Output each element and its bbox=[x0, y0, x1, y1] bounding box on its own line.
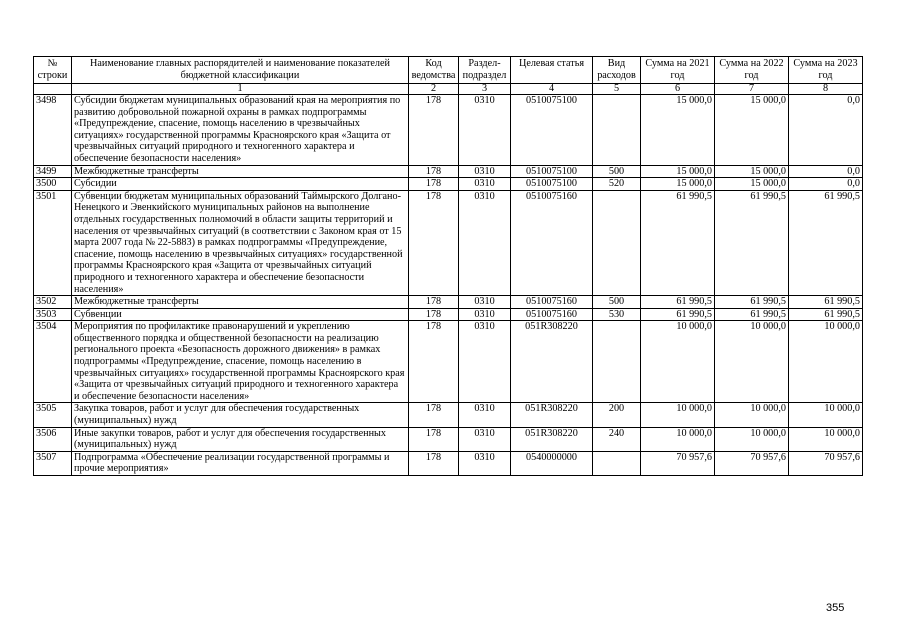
cell-name: Субсидии бюджетам муниципальных образований края на мероприятия по развитию добровольной пожарной охраны в рамках подпрограммы «Предупреждение, спасение, помощь населению в чрезвычайных ситуациях» государственной программы Красноярского края «Защита от чрезвычайных ситуаций природного и техногенного характера и обеспечение безопасности населения» bbox=[72, 95, 409, 166]
cell-sum-2021: 61 990,5 bbox=[641, 308, 715, 321]
column-number: 4 bbox=[511, 84, 593, 95]
cell-target: 0510075100 bbox=[511, 95, 593, 166]
cell-dept-code: 178 bbox=[409, 165, 459, 178]
cell-sum-2023: 70 957,6 bbox=[789, 451, 863, 475]
cell-row-number: 3502 bbox=[34, 296, 72, 309]
cell-sum-2021: 61 990,5 bbox=[641, 296, 715, 309]
cell-sum-2021: 10 000,0 bbox=[641, 321, 715, 403]
cell-row-number: 3504 bbox=[34, 321, 72, 403]
table-row bbox=[34, 190, 863, 295]
cell-row-number: 3505 bbox=[34, 403, 72, 427]
cell-name: Субсидии bbox=[72, 178, 409, 191]
cell-name: Межбюджетные трансферты bbox=[72, 296, 409, 309]
cell-row-number: 3503 bbox=[34, 308, 72, 321]
column-number-row bbox=[34, 84, 863, 95]
cell-target: 0540000000 bbox=[511, 451, 593, 475]
column-number: 2 bbox=[409, 84, 459, 95]
cell-sum-2022: 10 000,0 bbox=[715, 403, 789, 427]
cell-target: 0510075100 bbox=[511, 165, 593, 178]
cell-expense-type bbox=[593, 95, 641, 166]
cell-name: Закупка товаров, работ и услуг для обеспечения государственных (муниципальных) нужд bbox=[72, 403, 409, 427]
page-number: 355 bbox=[826, 602, 845, 614]
cell-section: 0310 bbox=[459, 321, 511, 403]
cell-sum-2023: 10 000,0 bbox=[789, 321, 863, 403]
cell-row-number: 3507 bbox=[34, 451, 72, 475]
table-row bbox=[34, 95, 863, 166]
cell-section: 0310 bbox=[459, 403, 511, 427]
cell-sum-2023: 0,0 bbox=[789, 95, 863, 166]
cell-sum-2023: 61 990,5 bbox=[789, 296, 863, 309]
cell-sum-2022: 70 957,6 bbox=[715, 451, 789, 475]
cell-target: 051R308220 bbox=[511, 321, 593, 403]
cell-sum-2022: 61 990,5 bbox=[715, 308, 789, 321]
cell-expense-type: 530 bbox=[593, 308, 641, 321]
cell-row-number: 3501 bbox=[34, 190, 72, 295]
header-sum-2021: Сумма на 2021 год bbox=[641, 57, 715, 84]
column-number: 7 bbox=[715, 84, 789, 95]
cell-section: 0310 bbox=[459, 178, 511, 191]
table-row bbox=[34, 296, 863, 309]
table-row bbox=[34, 321, 863, 403]
cell-row-number: 3498 bbox=[34, 95, 72, 166]
table-header bbox=[34, 57, 863, 95]
cell-name: Подпрограмма «Обеспечение реализации государственной программы и прочие мероприятия» bbox=[72, 451, 409, 475]
cell-target: 0510075160 bbox=[511, 190, 593, 295]
cell-target: 0510075160 bbox=[511, 296, 593, 309]
cell-target: 0510075100 bbox=[511, 178, 593, 191]
cell-section: 0310 bbox=[459, 165, 511, 178]
cell-name: Субвенции bbox=[72, 308, 409, 321]
cell-row-number: 3506 bbox=[34, 427, 72, 451]
cell-dept-code: 178 bbox=[409, 308, 459, 321]
cell-dept-code: 178 bbox=[409, 190, 459, 295]
table-body bbox=[34, 95, 863, 476]
cell-expense-type: 200 bbox=[593, 403, 641, 427]
header-name: Наименование главных распорядителей и наименование показателей бюджетной классификации bbox=[72, 57, 409, 84]
cell-sum-2023: 0,0 bbox=[789, 165, 863, 178]
cell-sum-2021: 10 000,0 bbox=[641, 403, 715, 427]
cell-section: 0310 bbox=[459, 296, 511, 309]
cell-sum-2022: 15 000,0 bbox=[715, 95, 789, 166]
cell-target: 0510075160 bbox=[511, 308, 593, 321]
cell-sum-2022: 61 990,5 bbox=[715, 296, 789, 309]
cell-expense-type: 240 bbox=[593, 427, 641, 451]
header-expense-type: Вид расходов bbox=[593, 57, 641, 84]
cell-sum-2021: 70 957,6 bbox=[641, 451, 715, 475]
cell-name: Межбюджетные трансферты bbox=[72, 165, 409, 178]
cell-sum-2023: 10 000,0 bbox=[789, 403, 863, 427]
cell-sum-2022: 10 000,0 bbox=[715, 427, 789, 451]
cell-section: 0310 bbox=[459, 427, 511, 451]
cell-section: 0310 bbox=[459, 308, 511, 321]
cell-row-number: 3499 bbox=[34, 165, 72, 178]
header-sum-2023: Сумма на 2023 год bbox=[789, 57, 863, 84]
cell-section: 0310 bbox=[459, 190, 511, 295]
table-row bbox=[34, 427, 863, 451]
header-dept-code: Код ведомства bbox=[409, 57, 459, 84]
table-row bbox=[34, 403, 863, 427]
cell-expense-type: 500 bbox=[593, 165, 641, 178]
cell-sum-2023: 61 990,5 bbox=[789, 190, 863, 295]
table-row bbox=[34, 308, 863, 321]
cell-expense-type: 520 bbox=[593, 178, 641, 191]
cell-dept-code: 178 bbox=[409, 95, 459, 166]
table-row bbox=[34, 451, 863, 475]
cell-expense-type bbox=[593, 321, 641, 403]
cell-sum-2021: 15 000,0 bbox=[641, 165, 715, 178]
cell-dept-code: 178 bbox=[409, 321, 459, 403]
cell-sum-2022: 15 000,0 bbox=[715, 178, 789, 191]
budget-table bbox=[33, 56, 863, 476]
cell-sum-2023: 61 990,5 bbox=[789, 308, 863, 321]
cell-expense-type bbox=[593, 451, 641, 475]
cell-dept-code: 178 bbox=[409, 403, 459, 427]
cell-sum-2021: 15 000,0 bbox=[641, 178, 715, 191]
table-row bbox=[34, 178, 863, 191]
column-number: 5 bbox=[593, 84, 641, 95]
cell-sum-2022: 61 990,5 bbox=[715, 190, 789, 295]
cell-row-number: 3500 bbox=[34, 178, 72, 191]
header-sum-2022: Сумма на 2022 год bbox=[715, 57, 789, 84]
cell-sum-2022: 15 000,0 bbox=[715, 165, 789, 178]
column-number: 8 bbox=[789, 84, 863, 95]
cell-sum-2021: 61 990,5 bbox=[641, 190, 715, 295]
cell-dept-code: 178 bbox=[409, 296, 459, 309]
cell-sum-2023: 0,0 bbox=[789, 178, 863, 191]
column-number: 6 bbox=[641, 84, 715, 95]
cell-expense-type: 500 bbox=[593, 296, 641, 309]
cell-sum-2023: 10 000,0 bbox=[789, 427, 863, 451]
cell-sum-2021: 15 000,0 bbox=[641, 95, 715, 166]
column-number: 1 bbox=[72, 84, 409, 95]
header-target: Целевая статья bbox=[511, 57, 593, 84]
cell-section: 0310 bbox=[459, 95, 511, 166]
cell-target: 051R308220 bbox=[511, 403, 593, 427]
cell-sum-2021: 10 000,0 bbox=[641, 427, 715, 451]
cell-name: Субвенции бюджетам муниципальных образований Таймырского Долгано-Ненецкого и Эвенкийского муниципальных районов на выполнение отдельных государственных полномочий в области защиты территорий и населения от чрезвычайных ситуаций (в соответствии с Законом края от 15 марта 2007 года № 22-5883) в рамках подпрограммы «Предупреждение, спасение, помощь населению в чрезвычайных ситуациях» государственной программы Красноярского края «Защита от чрезвычайных ситуаций природного и техногенного характера и обеспечение безопасности населения» bbox=[72, 190, 409, 295]
cell-name: Иные закупки товаров, работ и услуг для обеспечения государственных (муниципальных) нужд bbox=[72, 427, 409, 451]
cell-dept-code: 178 bbox=[409, 427, 459, 451]
cell-sum-2022: 10 000,0 bbox=[715, 321, 789, 403]
header-row-no: № строки bbox=[34, 57, 72, 84]
cell-expense-type bbox=[593, 190, 641, 295]
header-section: Раздел-подраздел bbox=[459, 57, 511, 84]
table-row bbox=[34, 165, 863, 178]
cell-dept-code: 178 bbox=[409, 178, 459, 191]
cell-target: 051R308220 bbox=[511, 427, 593, 451]
cell-name: Мероприятия по профилактике правонарушений и укреплению общественного порядка и общественной безопасности на реализацию регионального проекта «Безопасность дорожного движения» в рамках подпрограммы «Предупреждение, спасение, помощь населению в чрезвычайных ситуациях» государственной программы Красноярского края «Защита от чрезвычайных ситуаций природного и техногенного характера и обеспечение безопасности населения» bbox=[72, 321, 409, 403]
column-number: 3 bbox=[459, 84, 511, 95]
cell-section: 0310 bbox=[459, 451, 511, 475]
column-number bbox=[34, 84, 72, 95]
cell-dept-code: 178 bbox=[409, 451, 459, 475]
